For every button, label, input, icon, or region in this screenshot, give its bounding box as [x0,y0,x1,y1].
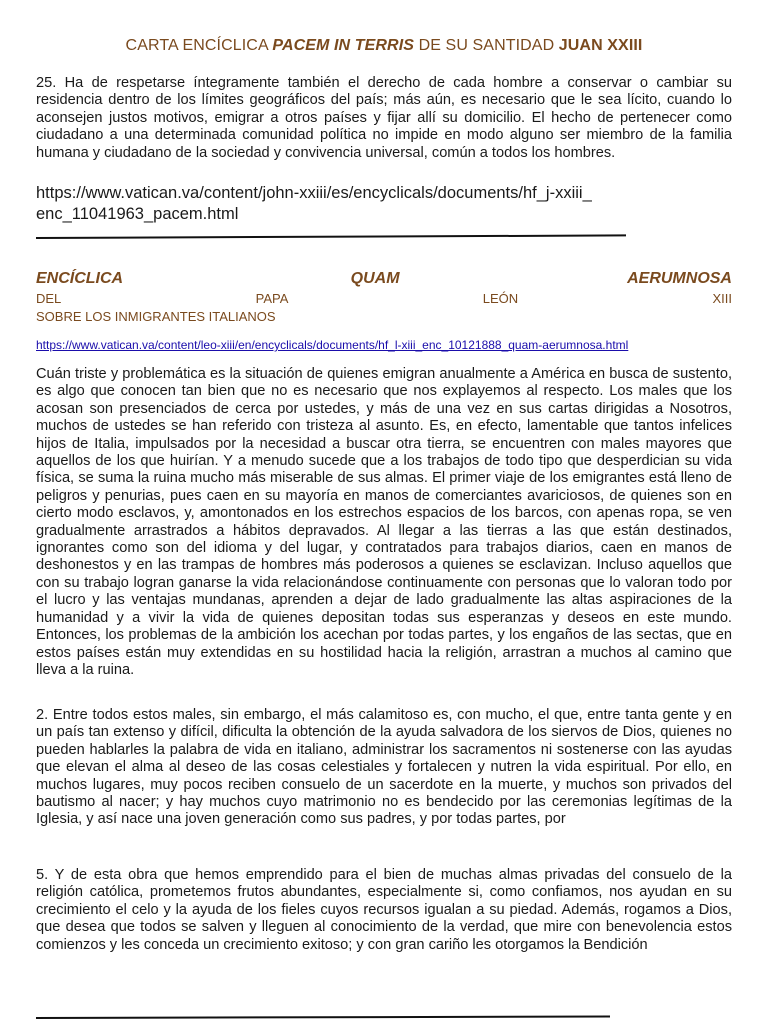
title-prefix: CARTA ENCÍCLICA [125,37,273,54]
paragraph-2: 2. Entre todos estos males, sin embargo, el más calamitoso es, con mucho, el que, entre tanta gente y en un país tan extenso y difícil, dificulta la obtención de la ayuda salvadora de los siervos de Dios, quienes no pueden hablarles la palabra de vida en italiano, administrar los sacramentos ni sostenerse con las ayudas que elevan el alma al deseo de las cosas celestiales y fortalecen y nutren la vida espiritual. Por ello, en muchos lugares, muy pocos reciben consuelo de un sacerdote en la muerte, y muchos son privados del bautismo al nacer; y hay muchos cuyo matrimonio no es bendecido por las ceremonias legítimas de la Iglesia, y así nace una joven generación como sus padres, y por todas partes, por [36,707,732,828]
document-title [36,37,732,55]
author-word-2: PAPA [255,291,289,306]
title-middle: DE SU SANTIDAD [414,37,559,54]
paragraph-25: 25. Ha de respetarse íntegramente también el derecho de cada hombre a conservar o cambiar su residencia dentro de los límites geográficos del país; más aún, es necesario que le sea lícito, cuando lo aconsejen justos motivos, emigrar a otros países y fijar allí su domicilio. El hecho de pertenecer como ciudadano a una determinada comunidad política no impide en modo alguno ser miembro de la familia humana y ciudadano de la sociedad y convivencia universal, común a todos los hombres. [36,75,732,161]
title-pope-name: JUAN XXIII [558,37,643,54]
author-word-4: XIII [712,291,732,306]
divider-line [36,234,626,239]
paragraph-5: 5. Y de esta obra que hemos emprendido para el bien de muchas almas privadas del consuelo de la religión católica, prometemos frutos abundantes, especialmente si, como confiamos, nos ayudan en su crecimiento el celo y la ayuda de los fieles cuyos recursos igualan a su piedad. Además, rogamos a Dios, que desea que todos se salven y lleguen al conocimiento de la verdad, que mire con benevolencia estos comienzos y les conceda un crecimiento exitoso; y con gran cariño les otorgamos la Bendición [36,867,732,953]
pacem-url-text: https://www.vatican.va/content/john-xxiii/es/encyclicals/documents/hf_j-xxiii_enc_11041963_pacem.html [36,184,592,223]
author-word-1: DEL [36,291,62,306]
title-encyclical-name: PACEM IN TERRIS [272,37,415,54]
author-word-3: LEÓN [482,291,519,306]
encyclical-heading [36,270,732,288]
bottom-divider-line [36,1015,610,1019]
encyclical-subtitle: SOBRE LOS INMIGRANTES ITALIANOS [36,309,276,324]
paragraph-1: Cuán triste y problemática es la situación de quienes emigran anualmente a América en busca de sustento, es algo que conocen tan bien que no es necesario que nos explayemos al respecto. Los males que los acosan son presenciados de cerca por ustedes, y más de una vez en sus cartas dirigidas a Nosotros, muchos de ustedes se han referido con tristeza al asunto. Es, en efecto, lamentable que tantos infelices hijos de Italia, impulsados por la necesidad a buscar otra tierra, se encuentren con males mayores que aquellos de los que huirían. Y a menudo sucede que a los trabajos de todo tipo que desperdician su vida física, se suma la ruina mucho más miserable de sus almas. El primer viaje de los emigrantes está lleno de peligros y penurias, pues caen en su mayoría en manos de comerciantes avariciosos, de quienes son en cierto modo esclavos, y, amontonados en los estrechos espacios de los barcos, con apenas ropa, se ven gradualmente arrastrados a hábitos depravados. Al llegar a las tierras a las que están destinados, ignorantes como son del idioma y del lugar, y contratados para trabajos diarios, caen en manos de deshonestos y en las trampas de hombres más poderosos a quienes se esclavizan. Incluso aquellos que con su trabajo logran ganarse la vida relacionándose continuamente con personas que lo valoran todo por el lucro y las ventajas mundanas, aprenden a dejar de lado gradualmente las altas aspiraciones de la humanidad y a vivir la vida de quienes depositan todas sus esperanzas y deseos en este mundo. Entonces, los problemas de la ambición los acechan por todas partes, y los engaños de las sectas, que en estos países están muy extendidas en su hostilidad hacia la religión, arrastran a muchos al camino que lleva a la ruina. [36,366,732,678]
encyclical-author-line [36,291,732,306]
heading-word-1: ENCÍCLICA [36,270,124,287]
quam-aerumnosa-link[interactable]: https://www.vatican.va/content/leo-xiii/en/encyclicals/documents/hf_l-xiii_enc_10121888_quam-aerumnosa.html [36,338,629,352]
heading-word-3: AERUMNOSA [627,270,732,287]
heading-word-2: QUAM [350,270,400,287]
